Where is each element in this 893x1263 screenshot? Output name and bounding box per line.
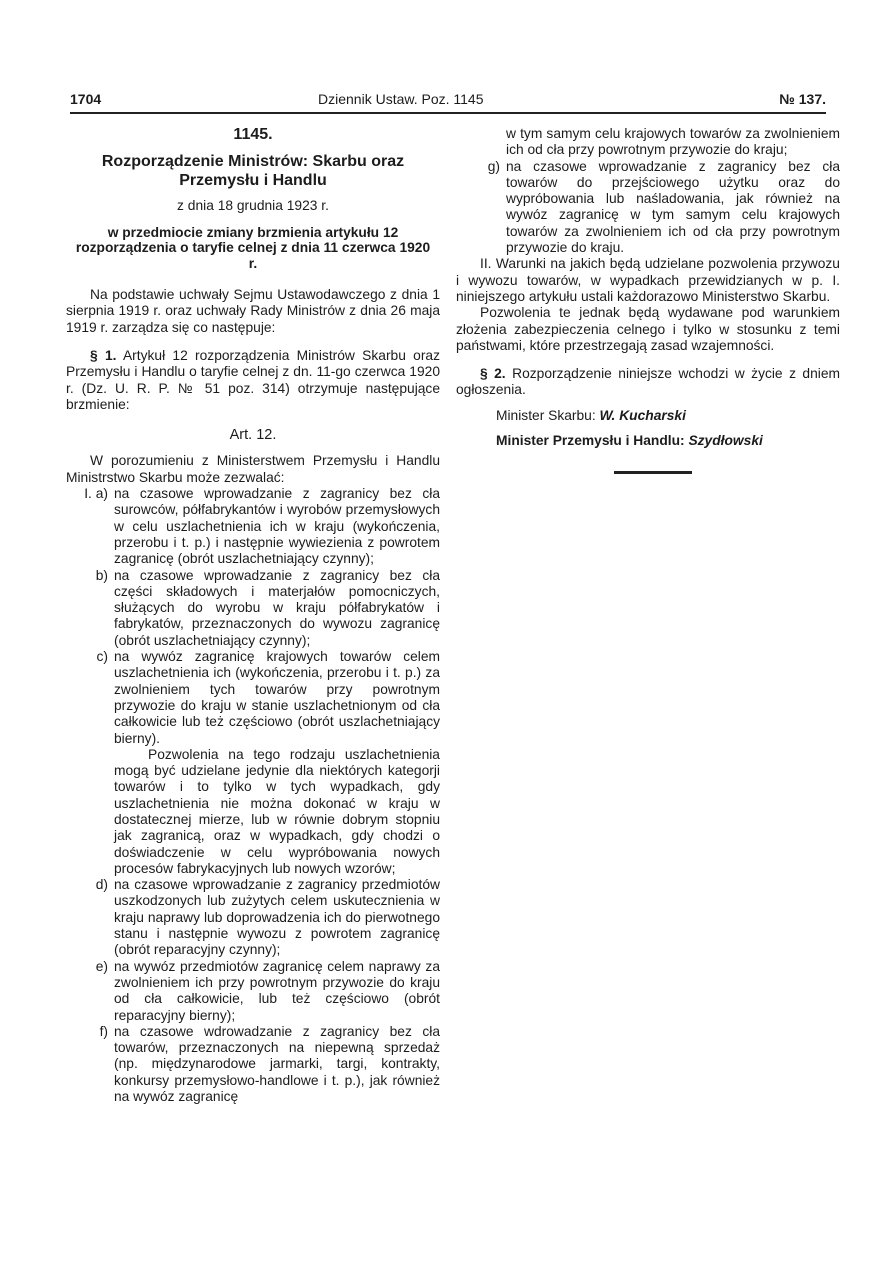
list-item-label: g) <box>487 158 500 174</box>
list-item-text: na czasowe wprowadzanie z zagranicy bez cła części składowych i materjałów pomocniczych, służących do wyrobu w kraju półfabrykatów i fabrykatów, przeznaczonych do wywozu zagranicę (obrót uszlachetniający czynny); <box>114 567 440 648</box>
list-item-b <box>66 568 440 649</box>
list-item-text: na czasowe wprowadzanie z zagranicy bez cła towarów do przejściowego użytku oraz do wypróbowania lub naśladowania, jak również na wywóz zagranicę w tym samym celu krajowych towarów za zwolnieniem ich od cła przy powrotnym przywozie do kraju. <box>506 158 840 256</box>
article-title: Art. 12. <box>229 427 277 444</box>
left-column <box>66 126 440 1105</box>
list-item-text <box>114 649 440 877</box>
paragraph-1-label: § 1. <box>90 347 117 363</box>
document-date: z dnia 18 grudnia 1923 r. <box>177 198 329 214</box>
journal-reference: Dziennik Ustaw. Poz. 1145 <box>318 91 484 107</box>
document-title-line-2: Przemysłu i Handlu <box>179 172 327 190</box>
permits-note: Pozwolenia te jednak będą wydawane pod warunkiem złożenia zabezpieczenia celnego i tylko w stosunku z temi państwami, które przestrzegają zasad wzajemności. <box>456 305 840 353</box>
document-title <box>66 152 440 190</box>
list-item-f-continued <box>456 126 840 159</box>
list-item-a <box>66 486 440 567</box>
list-item-g <box>456 159 840 257</box>
paragraph-1-text: Artykuł 12 rozporządzenia Ministrów Skarbu oraz Przemysłu i Handlu o taryfie celnej z dn. 11-go czerwca 1920 r. (Dz. U. R. P. № 51 poz. 314) otrzymuje następujące brzmienie: <box>66 347 440 412</box>
list-item-text: na czasowe wprowadzanie z zagranicy bez cła surowców, półfabrykantów i wyrobów przemysłowych w celu uszlachetnienia ich w kraju (wykończenia, przerobu i t. p.) i następnie wywiezienia z powrotem zagranicę (obrót uszlachetniający czynny); <box>114 486 440 567</box>
list-item-label: f) <box>99 1023 108 1039</box>
signature-industry-role: Minister Przemysłu i Handlu: <box>496 433 685 449</box>
section-II <box>456 256 840 305</box>
list-item-spacer <box>456 126 506 159</box>
signature-finance-role: Minister Skarbu: <box>496 407 596 423</box>
list-item-label: c) <box>96 649 108 665</box>
list-item-text: na wywóz przedmiotów zagranicę celem naprawy za zwolnieniem ich przy powrotnym przywozie do kraju od cła całkowicie, lub też częściowo (obrót reparacyjny bierny); <box>114 958 440 1023</box>
list-item-c-text: na wywóz zagranicę krajowych towarów celem uszlachetnienia ich (wykończenia, przerobu i t. p.) za zwolnieniem tych towarów przy powrotnym przywozie do kraju w stanie uszlachetnionym od cła całkowicie lub też częściowo (obrót uszlachetniający bierny). <box>114 649 440 746</box>
section-II-label: II. <box>480 256 492 272</box>
list-item-label: b) <box>95 567 108 583</box>
list-item-c <box>66 649 440 877</box>
list-item-e <box>66 959 440 1024</box>
signature-finance-name: W. Kucharski <box>599 407 686 423</box>
preamble: Na podstawie uchwały Sejmu Ustawodawczego z dnia 1 sierpnia 1919 r. oraz uchwały Rady Ministrów z dnia 26 maja 1919 r. zarządza się co następuje: <box>66 287 440 335</box>
article-intro: W porozumieniu z Ministerstwem Przemysłu i Handlu Ministrstwo Skarbu może zezwalać: <box>66 453 440 485</box>
list-item-f <box>66 1024 440 1105</box>
list-item-text: na czasowe wprowadzanie z zagranicy przedmiotów uszkodzonych lub zużytych celem uskutecznienia w kraju naprawy lub doprowadzenia ich do pierwotnego stanu i następnie wywozu z powrotem zagranicę (obrót reparacyjny czynny); <box>114 877 440 958</box>
signature-finance <box>456 408 840 424</box>
list-item-label: e) <box>95 958 108 974</box>
issue-number: № 137. <box>779 91 826 107</box>
list-item-c-continuation: Pozwolenia na tego rodzaju uszlachetnienia mogą być udzielane jedynie dla niektórych kategorji towarów i to tylko w tych wypadkach, gdy uszlachetnienia nie można dokonać w kraju w dostatecznej mierze, lub w równie dobrym stopniu jak zagranicą, oraz w wypadkach, gdy chodzi o doświadczenie w celu wypróbowania nowych procesów fabrykacyjnych lub nowych wzorów; <box>114 746 440 876</box>
paragraph-2-label: § 2. <box>480 366 506 382</box>
list-item-label: d) <box>95 877 108 893</box>
page-number: 1704 <box>70 91 102 107</box>
paragraph-2-text: Rozporządzenie niniejsze wchodzi w życie z dniem ogłoszenia. <box>456 366 841 398</box>
paragraph-1 <box>66 348 440 413</box>
page-header <box>70 91 826 111</box>
end-rule <box>614 471 692 474</box>
signature-industry-name: Szydłowski <box>688 433 763 449</box>
signature-industry <box>456 433 840 449</box>
list-item-text: na czasowe wdrowadzanie z zagranicy bez cła towarów, przeznaczonych na niepewną sprzedaż (np. międzynarodowe jarmarki, targi, kontrakty, konkursy przemysłowo-handlowe i t. p.), jak również na wywóz zagranicę <box>114 1023 440 1105</box>
document-subject: w przedmiocie zmiany brzmienia artykułu 12 rozporządzenia o taryfie celnej z dnia 11 czerwca 1920 r. <box>75 224 431 271</box>
paragraph-2 <box>456 366 840 399</box>
section-II-text: Warunki na jakich będą udzielane pozwolenia przywozu i wywozu towarów, w wypadkach przewidzianych w p. I. niniejszego artykułu ustali każdorazowo Ministerstwo Skarbu. <box>456 256 840 304</box>
document-title-line-1: Rozporządzenie Ministrów: Skarbu oraz <box>101 153 405 171</box>
document-number: 1145. <box>233 126 273 143</box>
list-item-d <box>66 877 440 958</box>
list-item-label: I. a) <box>84 486 108 502</box>
list-item-f-continuation: w tym samym celu krajowych towarów za zwolnieniem ich od cła przy powrotnym przywozie do kraju; <box>506 126 840 158</box>
right-column <box>456 126 840 474</box>
header-rule <box>70 112 826 114</box>
